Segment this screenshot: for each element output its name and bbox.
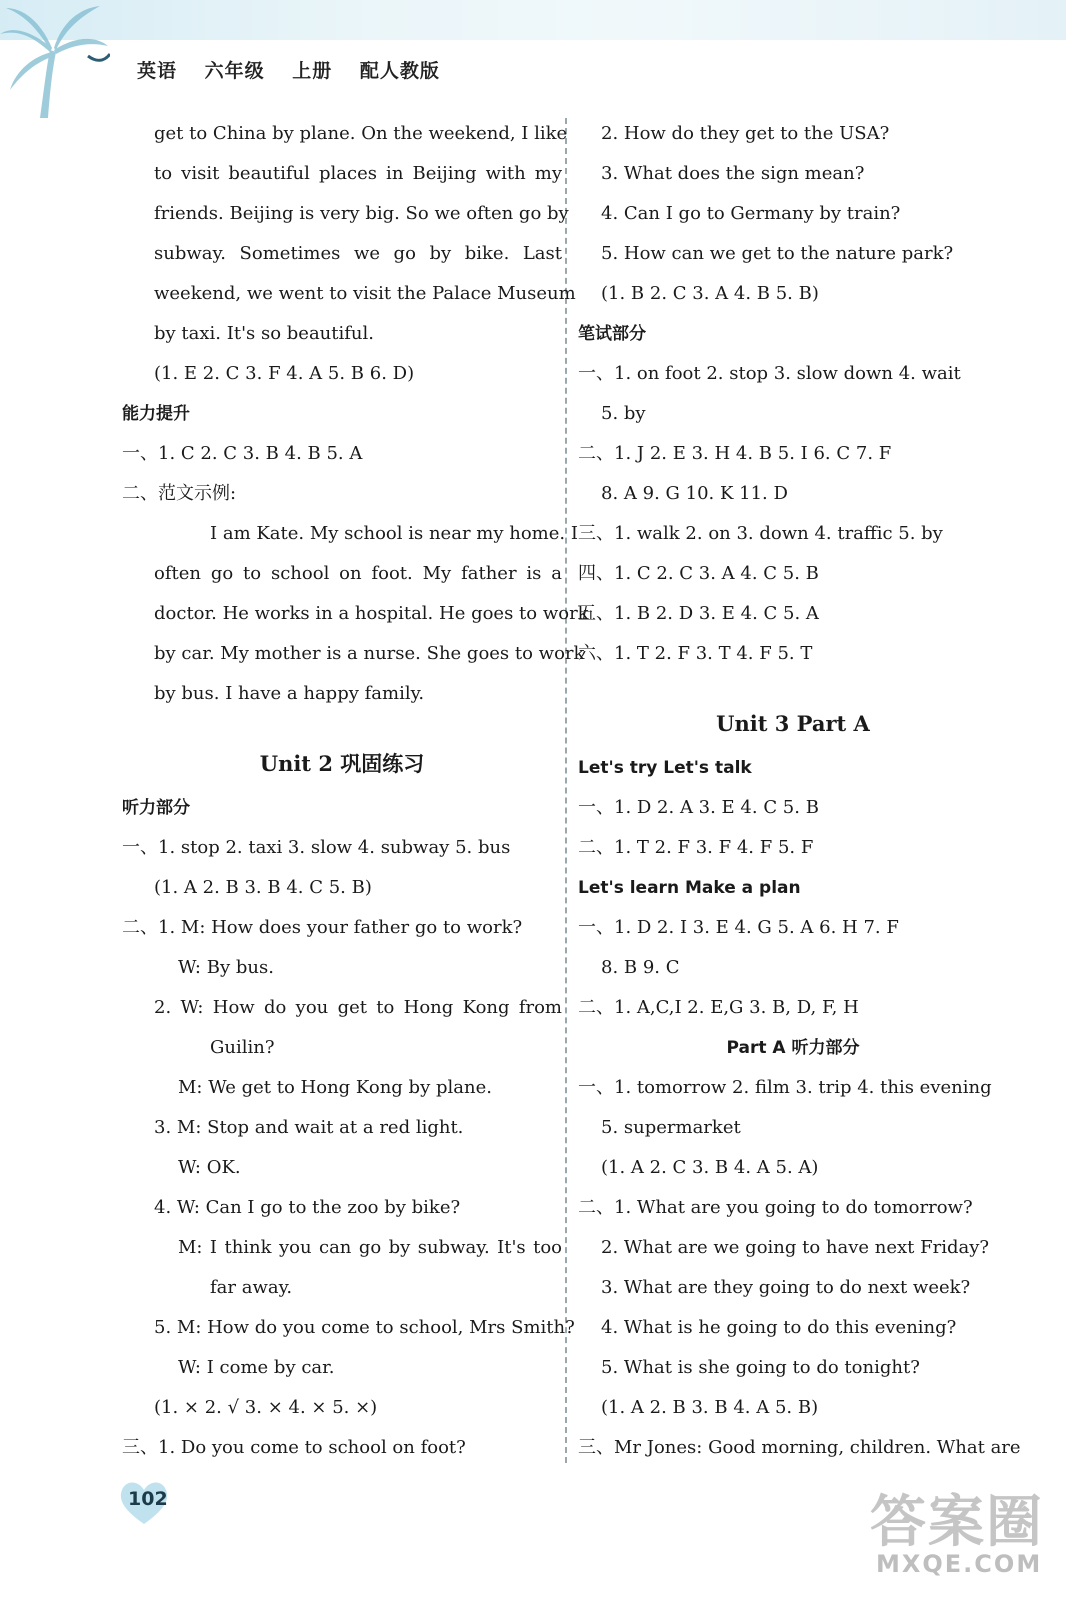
- section-heading: 笔试部分: [578, 324, 646, 344]
- answer-line: W: I come by car.: [178, 1357, 335, 1378]
- section-heading: Part A 听力部分: [726, 1038, 860, 1058]
- section-heading: Let's learn Make a plan: [578, 878, 801, 898]
- answer-line: 一、1. D 2. A 3. E 4. C 5. B: [578, 797, 819, 818]
- answer-line: (1. × 2. √ 3. × 4. × 5. ×): [154, 1397, 378, 1418]
- answer-line: 3. What does the sign mean?: [601, 163, 865, 184]
- page-number-badge: [118, 1478, 170, 1526]
- answer-line: 五、1. B 2. D 3. E 4. C 5. A: [578, 603, 819, 624]
- answer-line: 8. B 9. C: [601, 957, 680, 978]
- answer-line: 三、1. Do you come to school on foot?: [122, 1437, 466, 1458]
- header-subject: 英语: [137, 60, 178, 82]
- answer-line: 2. How do they get to the USA?: [601, 123, 890, 144]
- answer-line: (1. A 2. B 3. B 4. A 5. B): [601, 1397, 819, 1418]
- answer-line: I am Kate. My school is near my home. I: [210, 523, 578, 544]
- answer-line: 4. Can I go to Germany by train?: [601, 203, 901, 224]
- watermark-logo: [870, 1478, 1050, 1588]
- answer-line: 2. W: How do you get to Hong Kong from: [154, 997, 562, 1018]
- column-divider: [565, 118, 567, 1463]
- answer-line: by taxi. It's so beautiful.: [154, 323, 374, 344]
- answer-line: 三、1. walk 2. on 3. down 4. traffic 5. by: [578, 523, 943, 544]
- left-column: [122, 114, 589, 1468]
- answer-line: 3. M: Stop and wait at a red light.: [154, 1117, 464, 1138]
- answer-line: 5. M: How do you come to school, Mrs Smith?: [154, 1317, 575, 1338]
- answer-line: 三、Mr Jones: Good morning, children. What are: [578, 1437, 1021, 1458]
- header-title: [137, 56, 460, 83]
- answer-line: friends. Beijing is very big. So we often go by: [154, 203, 569, 224]
- watermark-url: MXQE.COM: [876, 1550, 1043, 1578]
- answer-line: M: We get to Hong Kong by plane.: [178, 1077, 492, 1098]
- answer-line: 四、1. C 2. C 3. A 4. C 5. B: [578, 563, 819, 584]
- unit-title: Unit 2 巩固练习: [259, 751, 425, 776]
- answer-line: by bus. I have a happy family.: [154, 683, 425, 704]
- answer-line: to visit beautiful places in Beijing with my: [154, 163, 562, 184]
- answer-line: get to China by plane. On the weekend, I like: [154, 123, 568, 144]
- answer-line: often go to school on foot. My father is a: [154, 563, 562, 584]
- answer-line: Guilin?: [210, 1037, 275, 1058]
- section-heading: 听力部分: [122, 798, 190, 818]
- answer-line: 一、1. stop 2. taxi 3. slow 4. subway 5. bus: [122, 837, 511, 858]
- answer-line: doctor. He works in a hospital. He goes to work: [154, 603, 589, 624]
- answer-line: 二、1. T 2. F 3. F 4. F 5. F: [578, 837, 814, 858]
- answer-line: 二、1. What are you going to do tomorrow?: [578, 1197, 973, 1218]
- answer-line: 二、范文示例:: [122, 483, 237, 504]
- answer-line: (1. A 2. B 3. B 4. C 5. B): [154, 877, 372, 898]
- answer-line: 二、1. M: How does your father go to work?: [122, 917, 523, 938]
- answer-line: (1. E 2. C 3. F 4. A 5. B 6. D): [154, 363, 415, 384]
- header-edition: 配人教版: [359, 60, 440, 82]
- answer-line: M: I think you can go by subway. It's too: [178, 1237, 562, 1258]
- answer-line: 8. A 9. G 10. K 11. D: [601, 483, 788, 504]
- answer-line: 一、1. tomorrow 2. film 3. trip 4. this evening: [578, 1077, 992, 1098]
- answer-line: 5. supermarket: [601, 1117, 741, 1138]
- answer-line: 一、1. on foot 2. stop 3. slow down 4. wait: [578, 363, 961, 384]
- page-number: 102: [128, 1488, 168, 1510]
- answer-line: 一、1. C 2. C 3. B 4. B 5. A: [122, 443, 363, 464]
- right-column: [578, 114, 1021, 1468]
- answer-line: 二、1. A,C,I 2. E,G 3. B, D, F, H: [578, 997, 859, 1018]
- answer-line: 2. What are we going to have next Friday?: [601, 1237, 990, 1258]
- unit-title: Unit 3 Part A: [716, 711, 870, 736]
- answer-line: (1. B 2. C 3. A 4. B 5. B): [601, 283, 819, 304]
- answer-line: 二、1. J 2. E 3. H 4. B 5. I 6. C 7. F: [578, 443, 892, 464]
- header-grade: 六年级: [204, 60, 265, 82]
- answer-line: 5. What is she going to do tonight?: [601, 1357, 920, 1378]
- answer-line: 3. What are they going to do next week?: [601, 1277, 971, 1298]
- answer-line: 4. W: Can I go to the zoo by bike?: [154, 1197, 461, 1218]
- section-heading: 能力提升: [122, 404, 190, 424]
- answer-line: by car. My mother is a nurse. She goes to work: [154, 643, 585, 664]
- answer-line: W: OK.: [178, 1157, 241, 1178]
- answer-line: subway. Sometimes we go by bike. Last: [154, 243, 562, 264]
- answer-line: 5. by: [601, 403, 646, 424]
- answer-line: 4. What is he going to do this evening?: [601, 1317, 957, 1338]
- top-banner: [0, 0, 1066, 40]
- header-volume: 上册: [292, 60, 333, 82]
- section-heading: Let's try Let's talk: [578, 758, 752, 778]
- answer-line: 一、1. D 2. I 3. E 4. G 5. A 6. H 7. F: [578, 917, 899, 938]
- answer-line: (1. A 2. C 3. B 4. A 5. A): [601, 1157, 819, 1178]
- answer-line: weekend, we went to visit the Palace Museum: [154, 283, 576, 304]
- answer-line: 5. How can we get to the nature park?: [601, 243, 954, 264]
- answer-line: 六、1. T 2. F 3. T 4. F 5. T: [578, 643, 813, 664]
- answer-line: W: By bus.: [178, 957, 274, 978]
- watermark-big: 答案圈: [870, 1490, 1044, 1555]
- palm-tree-icon: [0, 0, 110, 120]
- answer-line: far away.: [210, 1277, 293, 1298]
